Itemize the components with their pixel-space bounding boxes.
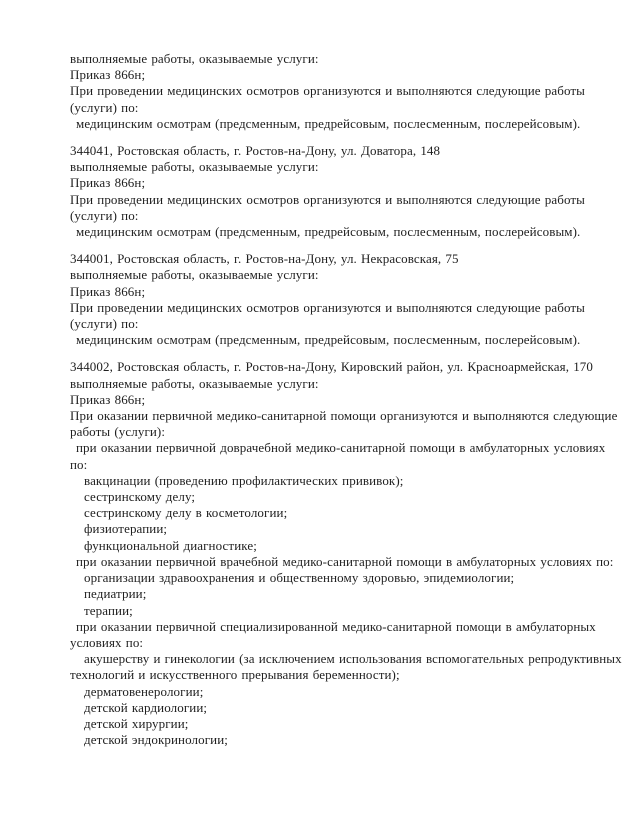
text-line: функциональной диагностике; <box>84 537 257 553</box>
text-line: Приказ 866н; <box>70 283 146 299</box>
text-line: детской эндокринологии; <box>84 732 228 748</box>
text-line: (услуги) по: <box>70 316 139 332</box>
text-line: При оказании первичной медико-санитарной помощи организуются и выполняются следующие <box>70 408 618 424</box>
text-line: (услуги) по: <box>70 99 139 115</box>
text-line: выполняемые работы, оказываемые услуги: <box>70 267 319 283</box>
text-line: детской хирургии; <box>84 715 189 731</box>
text-line: при оказании первичной доврачебной медико-санитарной помощи в амбулаторных условиях <box>76 440 606 456</box>
text-line: При проведении медицинских осмотров организуются и выполняются следующие работы <box>70 191 586 207</box>
text-line: выполняемые работы, оказываемые услуги: <box>70 375 319 391</box>
text-line: медицинским осмотрам (предсменным, предрейсовым, послесменным, послерейсовым). <box>76 115 581 131</box>
text-line: медицинским осмотрам (предсменным, предрейсовым, послесменным, послерейсовым). <box>76 224 581 240</box>
text-line: Приказ 866н; <box>70 175 146 191</box>
text-line: технологий и искусственного прерывания беременности); <box>70 667 400 683</box>
text-line: работы (услуги): <box>70 424 166 440</box>
text-line: 344002, Ростовская область, г. Ростов-на-Дону, Кировский район, ул. Красноармейская, 170 <box>70 359 594 375</box>
text-line: (услуги) по: <box>70 207 139 223</box>
text-line: выполняемые работы, оказываемые услуги: <box>70 159 319 175</box>
text-line: При проведении медицинских осмотров организуются и выполняются следующие работы <box>70 299 586 315</box>
text-line: сестринскому делу в косметологии; <box>84 505 288 521</box>
text-line: по: <box>70 456 88 472</box>
text-line: педиатрии; <box>84 586 147 602</box>
text-line: При проведении медицинских осмотров организуются и выполняются следующие работы <box>70 83 586 99</box>
text-line: дерматовенерологии; <box>84 683 204 699</box>
text-line: 344001, Ростовская область, г. Ростов-на-Дону, ул. Некрасовская, 75 <box>70 251 459 267</box>
text-line: физиотерапии; <box>84 521 168 537</box>
text-block <box>70 251 586 348</box>
text-line: терапии; <box>84 602 133 618</box>
text-block <box>70 51 586 132</box>
text-line: детской кардиологии; <box>84 699 208 715</box>
text-line: при оказании первичной специализированной медико-санитарной помощи в амбулаторных <box>76 618 596 634</box>
text-line: выполняемые работы, оказываемые услуги: <box>70 51 319 66</box>
text-line: организации здравоохранения и общественному здоровью, эпидемиологии; <box>84 570 515 586</box>
document-body <box>70 51 622 748</box>
text-line: Приказ 866н; <box>70 391 146 407</box>
text-line: 344041, Ростовская область, г. Ростов-на-Дону, ул. Доватора, 148 <box>70 143 441 159</box>
text-line: при оказании первичной врачебной медико-санитарной помощи в амбулаторных условиях по: <box>76 553 614 569</box>
text-line: условиях по: <box>70 634 144 650</box>
text-line: медицинским осмотрам (предсменным, предрейсовым, послесменным, послерейсовым). <box>76 332 581 348</box>
text-block <box>70 359 622 748</box>
text-line: вакцинации (проведению профилактических прививок); <box>84 472 404 488</box>
text-line: сестринскому делу; <box>84 489 196 505</box>
text-line: акушерству и гинекологии (за исключением использования вспомогательных репродуктивных <box>84 651 622 667</box>
text-block <box>70 143 586 240</box>
text-line: Приказ 866н; <box>70 67 146 83</box>
